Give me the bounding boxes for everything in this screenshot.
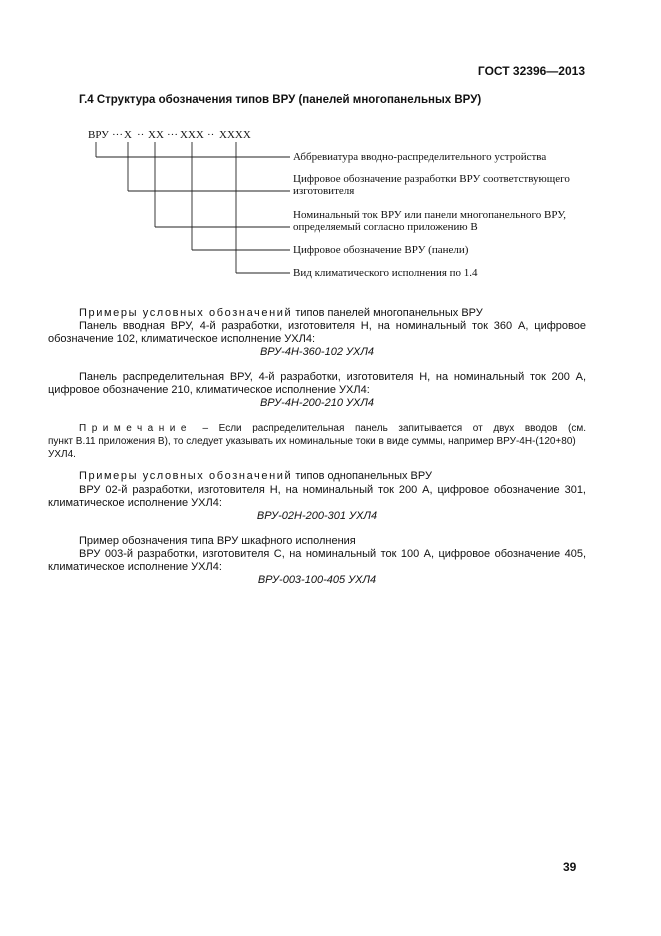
examples-single-heading: Примеры условных обозначений типов однопанельных ВРУ xyxy=(79,470,432,482)
label-development-code-cont: изготовителя xyxy=(293,185,355,197)
note-text-cont: пункт В.11 приложения В), то следует указывать их номинальные токи в виде суммы, например ВРУ-4Н-(120+80) xyxy=(48,436,576,447)
example-cabinet-text: ВРУ 003-й разработки, изготовителя С, на номинальный ток 100 А, цифровое обозначение 405, xyxy=(79,548,586,560)
example-cabinet-text-cont: климатическое исполнение УХЛ4: xyxy=(48,561,222,573)
example-1-text-cont: обозначение 102, климатическое исполнение УХЛ4: xyxy=(48,333,316,345)
label-abbreviation: Аббревиатура вводно-распределительного устройства xyxy=(293,151,547,163)
example-2-text: Панель распределительная ВРУ, 4-й разработки, изготовителя Н, на номинальный ток 200 А, xyxy=(79,371,586,383)
example-1-text: Панель вводная ВРУ, 4-й разработки, изготовителя Н, на номинальный ток 360 А, цифровое xyxy=(79,320,586,332)
example-cabinet-code: ВРУ-003-100-405 УХЛ4 xyxy=(257,574,377,586)
example-1-code: ВРУ-4Н-360-102 УХЛ4 xyxy=(259,346,375,358)
label-digital-code: Цифровое обозначение ВРУ (панели) xyxy=(293,244,469,256)
examples-multi-heading: Примеры условных обозначений типов панелей многопанельных ВРУ xyxy=(79,307,483,319)
code-part-xx: ХХ xyxy=(148,129,164,141)
example-single-text-cont: климатическое исполнение УХЛ4: xyxy=(48,497,222,509)
label-rated-current: Номинальный ток ВРУ или панели многопанельного ВРУ, xyxy=(293,209,566,221)
label-climatic-version: Вид климатического исполнения по 1.4 xyxy=(293,267,478,279)
page-number: 39 xyxy=(563,860,577,874)
code-separator: ·· xyxy=(137,129,145,141)
example-single-code: ВРУ-02Н-200-301 УХЛ4 xyxy=(256,510,378,522)
code-separator: ·· xyxy=(207,129,215,141)
example-single-text: ВРУ 02-й разработки, изготовителя Н, на номинальный ток 200 А, цифровое обозначение 301, xyxy=(79,484,586,496)
example-2-code: ВРУ-4Н-200-210 УХЛ4 xyxy=(259,397,375,409)
example-2-text-cont: цифровое обозначение 210, климатическое исполнение УХЛ4: xyxy=(48,384,370,396)
section-title: Г.4 Структура обозначения типов ВРУ (панелей многопанельных ВРУ) xyxy=(79,94,482,106)
standard-code: ГОСТ 32396—2013 xyxy=(477,64,585,78)
code-part-xxx: ХХХ xyxy=(180,129,204,141)
example-cabinet-heading: Пример обозначения типа ВРУ шкафного исполнения xyxy=(79,535,356,547)
designation-structure-diagram xyxy=(0,0,661,300)
label-development-code: Цифровое обозначение разработки ВРУ соответствующего xyxy=(293,173,570,185)
note-text-end: УХЛ4. xyxy=(48,449,76,460)
code-part-xxxx: ХХХХ xyxy=(219,129,251,141)
code-part-x: Х xyxy=(124,129,132,141)
code-separator: ··· xyxy=(167,129,178,141)
code-part-vru: ВРУ xyxy=(88,129,109,141)
label-rated-current-cont: определяемый согласно приложению В xyxy=(293,221,478,233)
code-separator: ··· xyxy=(112,129,123,141)
note-text: Примечание – Если распределительная панель запитывается от двух вводов (см. xyxy=(79,423,586,434)
